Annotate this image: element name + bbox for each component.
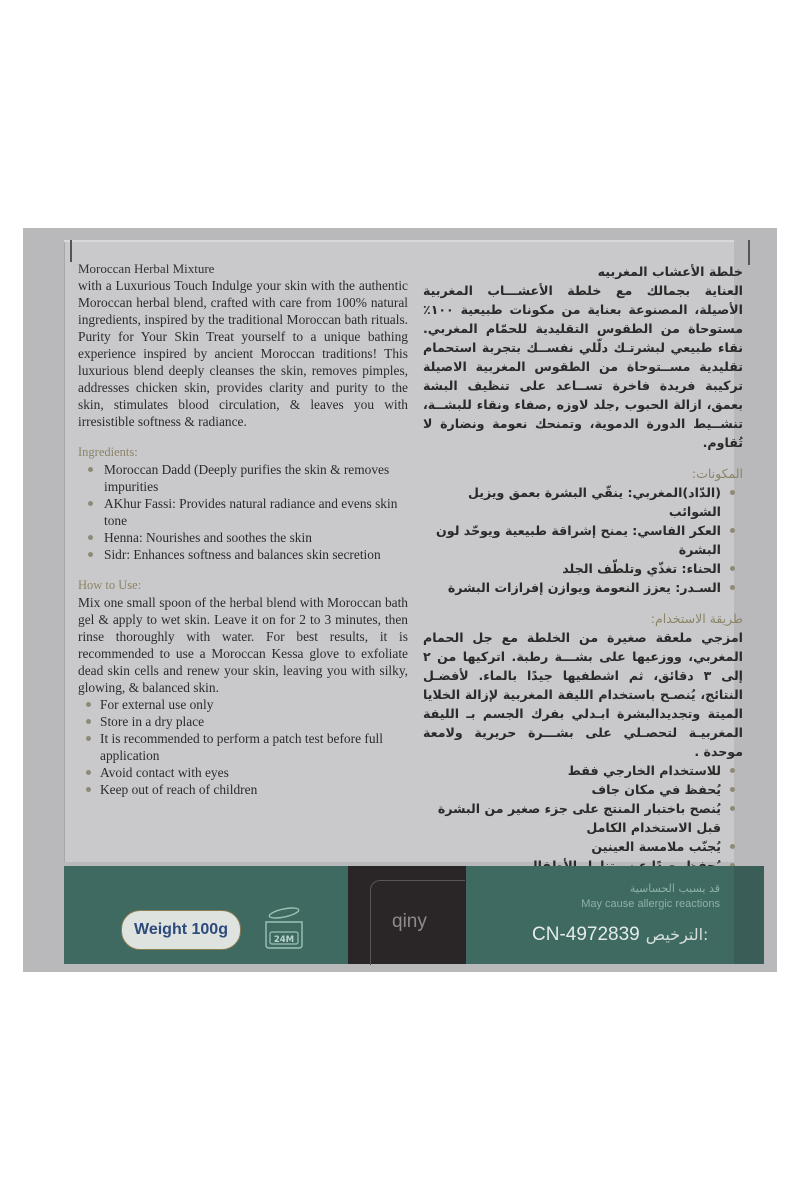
warning-item: يُجنّب ملامسة العينين <box>423 837 743 856</box>
arabic-column <box>423 262 743 875</box>
ingredient-item: (الدّاد)المغربي: ينقّي البشرة بعمق ويزيل الشوائب <box>423 483 743 521</box>
allergy-warning-en: May cause allergic reactions <box>581 898 720 910</box>
ingredients-list-ar <box>423 483 743 597</box>
warning-item: Avoid contact with eyes <box>78 764 408 781</box>
crop-mark-left <box>70 240 72 262</box>
brand-panel <box>348 866 466 964</box>
description-ar: العناية بجمالك مع خلطة الأعشـــاب المغربية الأصيلة، المصنوعة بعناية من مكونات طبيعية ١٠٠٪ مستوحاة من الطقوس التقليدية للحمّام المغربي. نقاء طبيعي لبشرتـك دلّلي نفســك بتجربة استحمام تقليدية مســتوحاة من الطقوس المغربية الاصيلة تركيبة فريدة فاخرة تســاعد على تنظيف البشة بعمق، ازالة الحبوب ,جلد لاوزه ,صفاء ونقاء للبشــة، تنشــيط الدورة الدموية، وتمنحك نعومة ونضارة لا تُقاوم. <box>423 283 743 450</box>
ingredient-item: السـدر: يعزز النعومة ويوازن إفرازات البشرة <box>423 578 743 597</box>
how-to-use-heading-ar: طريقة الاستخدام: <box>650 611 743 626</box>
ingredient-item: AKhur Fassi: Provides natural radiance and evens skin tone <box>78 495 408 529</box>
warning-item: It is recommended to perform a patch test before full application <box>78 730 408 764</box>
ingredients-heading-en: Ingredients: <box>78 445 138 459</box>
ingredient-item: العكر الفاسي: يمنح إشراقة طبيعية ويوحّد لون البشرة <box>423 521 743 559</box>
ingredient-item: الحناء: تغذّي وتلطّف الجلد <box>423 559 743 578</box>
weight-badge <box>121 910 241 950</box>
warning-item: يُنصح باختبار المنتج على جزء صغير من البشرة قبل الاستخدام الكامل <box>423 799 743 837</box>
product-title-ar: خلطة الأعشاب المغربيه <box>597 264 743 279</box>
warning-item: للاستخدام الخارجي فقط <box>423 761 743 780</box>
ingredient-item: Moroccan Dadd (Deeply purifies the skin & removes impurities <box>78 461 408 495</box>
allergy-warning-ar: قد يسبب الحساسية <box>629 882 720 895</box>
warning-item: Store in a dry place <box>78 713 408 730</box>
how-to-use-text-en: Mix one small spoon of the herbal blend with Moroccan bath gel & apply to wet skin. Leave it on for 2 to 3 minutes, then rinse thoroughly with water. For best results, it is recommended to use a Moroccan Kessa glove to exfoliate dead skin cells and renew your skin, leaving you with silky, glowing, & balanced skin. <box>78 595 408 695</box>
ingredients-heading-ar: المكونات: <box>691 466 743 481</box>
ingredients-list-en <box>78 461 408 563</box>
weight-text: Weight 100g <box>134 921 228 938</box>
brand-name: qiny <box>392 911 427 932</box>
how-to-use-text-ar: امزجي ملعقة صغيرة من الخلطة مع جل الحمام المغربي، ووزعيها على بشـــة رطبة. اتركيها من ٢ إلى ٣ دقائق، ثم اشطفيها جيدًا بالماء. لأفضـل النتائج، يُنصـح باستخدام الليفة المغربية لإزالة الخلايا الميتة وتجديدالبشرة ابـدلي بفرك الجسم بـ الليفة المغربيـة لتحصـلي على بشـــرة حريرية ولامعة موحدة . <box>423 630 744 759</box>
warning-item: Keep out of reach of children <box>78 781 408 798</box>
ingredient-item: Henna: Nourishes and soothes the skin <box>78 529 408 546</box>
license-number <box>532 924 732 946</box>
license-code: CN-4972839 <box>532 924 640 945</box>
description-en: with a Luxurious Touch Indulge your skin with the authentic Moroccan herbal blend, crafted with care from 100% natural ingredients, inspired by the traditional Moroccan bath rituals. Purity for Your Skin Treat yourself to a unique bathing experience inspired by ancient Moroccan traditions! This luxurious blend deeply cleanses the skin, removes pimples, addresses chicken skin, provides clarity and purity to the skin, stimulates blood circulation, & leaves you with irresistible softness & radiance. <box>78 278 408 429</box>
footer-band-edge <box>734 866 764 964</box>
warnings-list-en <box>78 696 408 798</box>
english-column <box>78 260 408 798</box>
warning-item: يُحفظ في مكان جاف <box>423 780 743 799</box>
ingredient-item: Sidr: Enhances softness and balances skin secretion <box>78 546 408 563</box>
open-jar-24m-icon <box>262 905 308 951</box>
crop-mark-right <box>748 240 750 265</box>
license-label: الترخيص: <box>645 925 709 944</box>
warnings-list-ar <box>423 761 743 875</box>
svg-text:24M: 24M <box>273 935 295 945</box>
product-title-en: Moroccan Herbal Mixture <box>78 261 215 276</box>
how-to-use-heading-en: How to Use: <box>78 578 142 592</box>
warning-item: For external use only <box>78 696 408 713</box>
